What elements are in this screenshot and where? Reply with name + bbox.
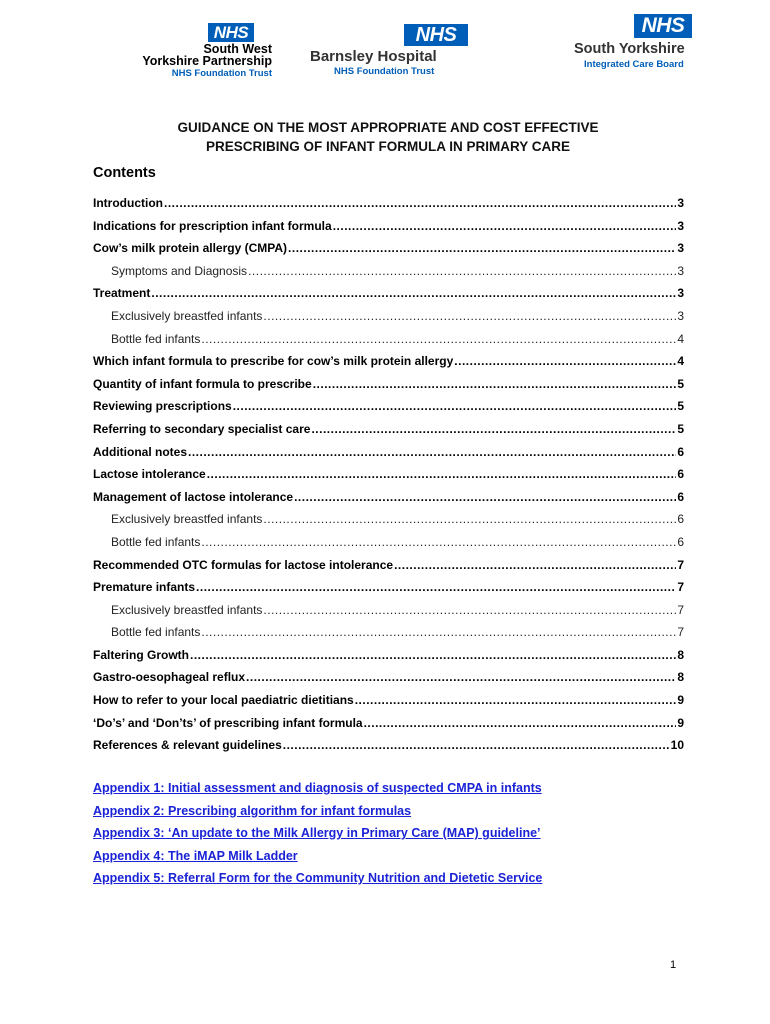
toc-entry-label: Exclusively breastfed infants [111,512,263,527]
toc-entry-page: 7 [677,580,684,595]
toc-entry-page: 5 [677,421,684,436]
toc-entry-page: 3 [677,286,684,301]
appendix-links [93,779,542,892]
toc-dot-leader [454,354,676,368]
toc-entry[interactable] [93,625,684,648]
toc-dot-leader [201,625,676,639]
toc-entry-page: 6 [677,467,684,482]
toc-entry-label: References & relevant guidelines [93,738,282,753]
toc-entry[interactable] [93,241,684,264]
swyp-logo [84,18,280,78]
document-title [93,118,683,156]
toc-entry[interactable] [93,512,684,535]
toc-entry[interactable] [93,580,684,603]
toc-entry[interactable] [93,264,684,287]
table-of-contents [93,196,684,761]
toc-entry[interactable] [93,354,684,377]
toc-entry-page: 9 [677,693,684,708]
toc-entry-label: Indications for prescription infant formula [93,218,332,233]
toc-entry-page: 4 [677,331,684,346]
south-yorkshire-logo [570,14,700,76]
toc-dot-leader [233,399,677,413]
toc-entry[interactable] [93,286,684,309]
toc-entry-page: 5 [677,399,684,414]
toc-entry[interactable] [93,535,684,558]
toc-dot-leader [263,512,676,526]
toc-dot-leader [313,377,677,391]
nhs-badge: NHS [208,23,254,42]
toc-entry[interactable] [93,603,684,626]
toc-entry-label: Recommended OTC formulas for lactose intolerance [93,557,394,572]
toc-dot-leader [151,286,676,300]
toc-entry-label: Gastro-oesophageal reflux [93,670,246,685]
toc-entry-page: 7 [677,625,684,640]
toc-entry-label: Exclusively breastfed infants [111,602,263,617]
title-line-1: GUIDANCE ON THE MOST APPROPRIATE AND COST EFFECTIVE [177,120,599,135]
toc-entry-page: 3 [677,196,684,210]
toc-entry-label: Lactose intolerance [93,467,206,482]
toc-entry-label: Additional notes [93,444,187,459]
barnsley-logo [304,24,474,77]
toc-dot-leader [288,241,676,255]
toc-entry-label: Cow’s milk protein allergy (CMPA) [93,241,288,256]
toc-entry-label: How to refer to your local paediatric dietitians [93,693,354,708]
toc-entry-page: 6 [677,489,684,504]
toc-dot-leader [201,535,676,549]
toc-entry-page: 8 [677,647,684,662]
toc-entry-label: Reviewing prescriptions [93,399,232,414]
toc-entry[interactable] [93,445,684,468]
toc-entry[interactable] [93,670,684,693]
south-yorkshire-logo-line2: Integrated Care Board [584,59,684,70]
toc-entry-page: 6 [677,512,684,527]
toc-entry-page: 8 [677,670,684,685]
title-line-2: PRESCRIBING OF INFANT FORMULA IN PRIMARY CARE [205,139,570,154]
swyp-logo-line1: South West [203,42,272,56]
toc-entry-label: Which infant formula to prescribe for cow’s milk protein allergy [93,354,454,369]
toc-entry[interactable] [93,332,684,355]
toc-dot-leader [248,264,676,278]
toc-entry-page: 3 [677,308,684,323]
toc-entry-page: 6 [677,444,684,459]
toc-dot-leader [294,490,676,504]
toc-entry[interactable] [93,196,684,219]
toc-entry-page: 5 [677,376,684,391]
toc-dot-leader [283,738,670,752]
toc-entry[interactable] [93,309,684,332]
toc-entry-page: 4 [677,354,684,369]
barnsley-logo-line1: Barnsley Hospital [310,48,437,65]
toc-dot-leader [196,580,676,594]
barnsley-logo-line2: NHS Foundation Trust [334,66,435,77]
toc-entry[interactable] [93,422,684,445]
contents-heading: Contents [93,165,156,181]
toc-entry[interactable] [93,467,684,490]
toc-dot-leader [201,332,676,346]
toc-dot-leader [164,196,676,210]
toc-entry[interactable] [93,490,684,513]
toc-dot-leader [190,648,676,662]
south-yorkshire-logo-line1: South Yorkshire [574,41,685,57]
toc-entry-label: Bottle fed infants [111,534,201,549]
toc-entry-label: Quantity of infant formula to prescribe [93,376,312,391]
toc-dot-leader [355,693,677,707]
toc-entry-label: Management of lactose intolerance [93,489,294,504]
toc-entry-label: Introduction [93,196,163,210]
toc-entry[interactable] [93,738,684,761]
toc-entry[interactable] [93,693,684,716]
toc-dot-leader [263,603,676,617]
toc-dot-leader [263,309,676,323]
toc-entry[interactable] [93,558,684,581]
nhs-badge: NHS [634,14,692,38]
toc-entry-page: 7 [677,557,684,572]
toc-entry-page: 10 [670,738,684,753]
appendix-link-2[interactable]: Appendix 2: Prescribing algorithm for infant formulas [93,803,412,818]
toc-entry[interactable] [93,377,684,400]
toc-entry-page: 7 [677,602,684,617]
page-number: 1 [670,959,677,971]
toc-entry-page: 3 [677,263,684,278]
toc-dot-leader [188,445,676,459]
toc-entry-label: ‘Do’s’ and ‘Don’ts’ of prescribing infant formula [93,715,363,730]
toc-entry-label: Referring to secondary specialist care [93,421,311,436]
toc-dot-leader [394,558,676,572]
toc-entry-page: 9 [677,715,684,730]
toc-entry-label: Faltering Growth [93,647,189,662]
toc-entry-label: Bottle fed infants [111,625,201,640]
toc-dot-leader [246,670,676,684]
toc-dot-leader [364,716,677,730]
toc-entry[interactable] [93,648,684,671]
nhs-badge: NHS [404,24,468,46]
appendix-link-4[interactable]: Appendix 4: The iMAP Milk Ladder [93,848,298,863]
toc-entry[interactable] [93,219,684,242]
toc-entry[interactable] [93,716,684,739]
toc-dot-leader [333,219,677,233]
swyp-logo-line3: NHS Foundation Trust [171,68,272,79]
toc-entry-label: Symptoms and Diagnosis [111,263,248,278]
toc-dot-leader [311,422,676,436]
toc-entry[interactable] [93,399,684,422]
toc-entry-page: 3 [677,218,684,233]
toc-entry-label: Exclusively breastfed infants [111,308,263,323]
appendix-link-5[interactable]: Appendix 5: Referral Form for the Community Nutrition and Dietetic Service [93,871,543,886]
toc-entry-label: Premature infants [93,580,196,595]
toc-entry-label: Bottle fed infants [111,331,201,346]
swyp-logo-line2: Yorkshire Partnership [142,54,272,68]
toc-entry-page: 3 [677,241,684,256]
appendix-link-1[interactable]: Appendix 1: Initial assessment and diagnosis of suspected CMPA in infants [93,781,542,795]
appendix-link-3[interactable]: Appendix 3: ‘An update to the Milk Allergy in Primary Care (MAP) guideline’ [93,826,541,841]
toc-entry-label: Treatment [93,286,151,301]
toc-entry-page: 6 [677,534,684,549]
toc-dot-leader [207,467,677,481]
